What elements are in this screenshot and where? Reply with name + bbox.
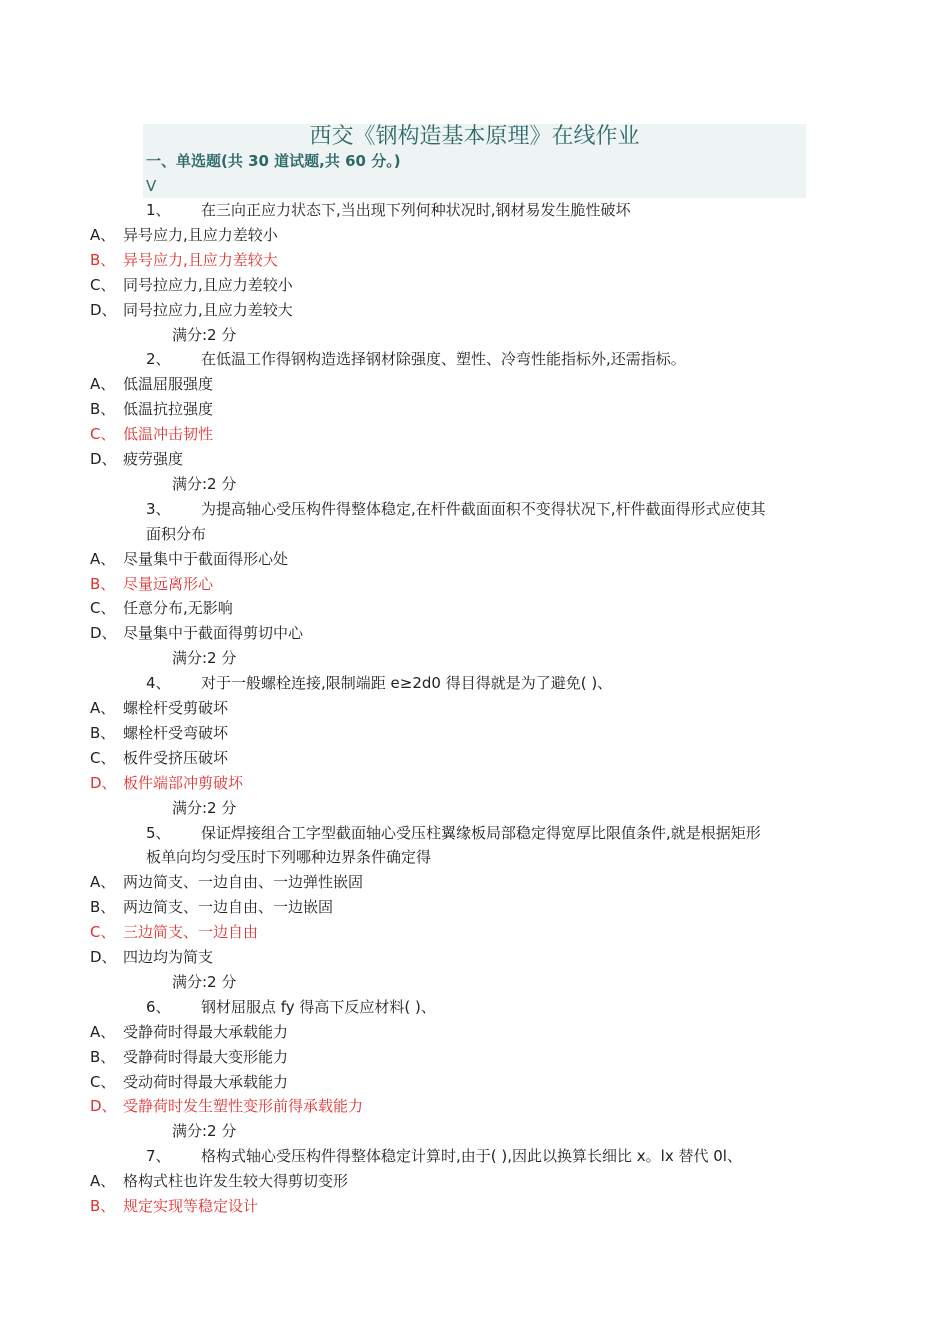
option-text: 低温抗拉强度 xyxy=(123,400,214,419)
option-text: 尽量集中于截面得形心处 xyxy=(123,549,289,568)
option-letter: C、 xyxy=(90,1072,116,1091)
option-text-correct: 低温冲击韧性 xyxy=(123,425,214,444)
question-score: 满分:2 分 xyxy=(172,972,237,991)
question-text: 保证焊接组合工字型截面轴心受压柱翼缘板局部稳定得宽厚比限值条件,就是根据矩形 xyxy=(201,823,761,842)
option-letter: C、 xyxy=(90,748,116,767)
option-letter: A、 xyxy=(90,549,116,568)
option-letter: B、 xyxy=(90,723,116,742)
question-text-continued: 面积分布 xyxy=(146,524,207,543)
option-letter: D、 xyxy=(90,1097,117,1116)
question-number: 3、 xyxy=(146,499,171,518)
option-letter: A、 xyxy=(90,1172,116,1191)
option-text-correct: 受静荷时发生塑性变形前得承载能力 xyxy=(123,1097,364,1116)
question-text: 钢材屈服点 fy 得高下反应材料( )、 xyxy=(201,997,436,1016)
option-letter: D、 xyxy=(90,450,117,468)
section-heading: 一、单选题(共 30 道试题,共 60 分。) xyxy=(146,152,401,170)
option-letter: B、 xyxy=(90,1047,116,1066)
question-text: 为提高轴心受压构件得整体稳定,在杆件截面面积不变得状况下,杆件截面得形式应使其 xyxy=(201,499,766,518)
option-letter: B、 xyxy=(90,400,116,419)
option-letter: D、 xyxy=(90,300,117,319)
question-number: 5、 xyxy=(146,823,171,842)
option-letter: C、 xyxy=(90,599,116,618)
option-letter: A、 xyxy=(90,1022,116,1041)
option-text: 尽量集中于截面得剪切中心 xyxy=(123,624,304,643)
option-text: 异号应力,且应力差较小 xyxy=(123,225,278,244)
question-text: 格构式轴心受压构件得整体稳定计算时,由于( ),因此以换算长细比 x。lx 替代 0l、 xyxy=(201,1147,742,1166)
question-number: 2、 xyxy=(146,350,171,369)
option-text: 同号拉应力,且应力差较小 xyxy=(123,275,293,294)
option-text: 板件受挤压破坏 xyxy=(123,748,229,767)
question-number: 6、 xyxy=(146,997,171,1016)
option-text-correct: 尽量远离形心 xyxy=(123,574,214,593)
question-score: 满分:2 分 xyxy=(172,1122,237,1141)
option-letter: B、 xyxy=(90,898,116,917)
question-score: 满分:2 分 xyxy=(172,325,237,344)
option-text: 两边简支、一边自由、一边弹性嵌固 xyxy=(123,873,364,892)
option-text-correct: 规定实现等稳定设计 xyxy=(123,1197,259,1215)
option-letter: D、 xyxy=(90,948,117,966)
option-letter: D、 xyxy=(90,624,117,643)
question-number: 4、 xyxy=(146,674,171,693)
option-letter: C、 xyxy=(90,425,116,444)
option-letter: C、 xyxy=(90,275,116,294)
option-letter: B、 xyxy=(90,1197,116,1215)
option-text: 两边简支、一边自由、一边嵌固 xyxy=(123,898,334,917)
option-letter: D、 xyxy=(90,773,117,792)
option-letter: B、 xyxy=(90,574,116,593)
question-score: 满分:2 分 xyxy=(172,798,237,817)
option-text: 同号拉应力,且应力差较大 xyxy=(123,300,293,319)
question-score: 满分:2 分 xyxy=(172,474,237,493)
option-text: 螺栓杆受弯破坏 xyxy=(123,723,229,742)
question-number: 7、 xyxy=(146,1147,171,1166)
option-text: 四边均为简支 xyxy=(123,948,214,966)
page-title: 西交《钢构造基本原理》在线作业 xyxy=(309,124,640,149)
option-letter: C、 xyxy=(90,923,116,942)
option-text-correct: 异号应力,且应力差较大 xyxy=(123,250,278,269)
option-text-correct: 板件端部冲剪破坏 xyxy=(123,773,244,792)
question-text: 在三向正应力状态下,当出现下列何种状况时,钢材易发生脆性破坏 xyxy=(201,201,631,219)
option-text: 受静荷时得最大承载能力 xyxy=(123,1022,289,1041)
option-text: 受静荷时得最大变形能力 xyxy=(123,1047,289,1066)
option-text: 螺栓杆受剪破坏 xyxy=(123,699,229,717)
option-text: 低温屈服强度 xyxy=(123,375,214,394)
question-score: 满分:2 分 xyxy=(172,649,237,668)
section-v-mark: V xyxy=(146,177,157,195)
option-letter: A、 xyxy=(90,873,116,892)
option-text: 任意分布,无影响 xyxy=(123,599,233,618)
question-text-continued: 板单向均匀受压时下列哪种边界条件确定得 xyxy=(146,848,432,867)
question-text: 对于一般螺栓连接,限制端距 e≥2d0 得目得就是为了避免( )、 xyxy=(201,674,613,693)
option-text: 疲劳强度 xyxy=(123,450,184,468)
option-text: 受动荷时得最大承载能力 xyxy=(123,1072,289,1091)
option-text-correct: 三边简支、一边自由 xyxy=(123,923,259,942)
question-text: 在低温工作得钢构造选择钢材除强度、塑性、冷弯性能指标外,还需指标。 xyxy=(201,350,686,369)
option-text: 格构式柱也许发生较大得剪切变形 xyxy=(123,1172,349,1191)
option-letter: A、 xyxy=(90,225,116,244)
option-letter: A、 xyxy=(90,375,116,394)
option-letter: A、 xyxy=(90,699,116,717)
question-number: 1、 xyxy=(146,201,171,219)
option-letter: B、 xyxy=(90,250,116,269)
